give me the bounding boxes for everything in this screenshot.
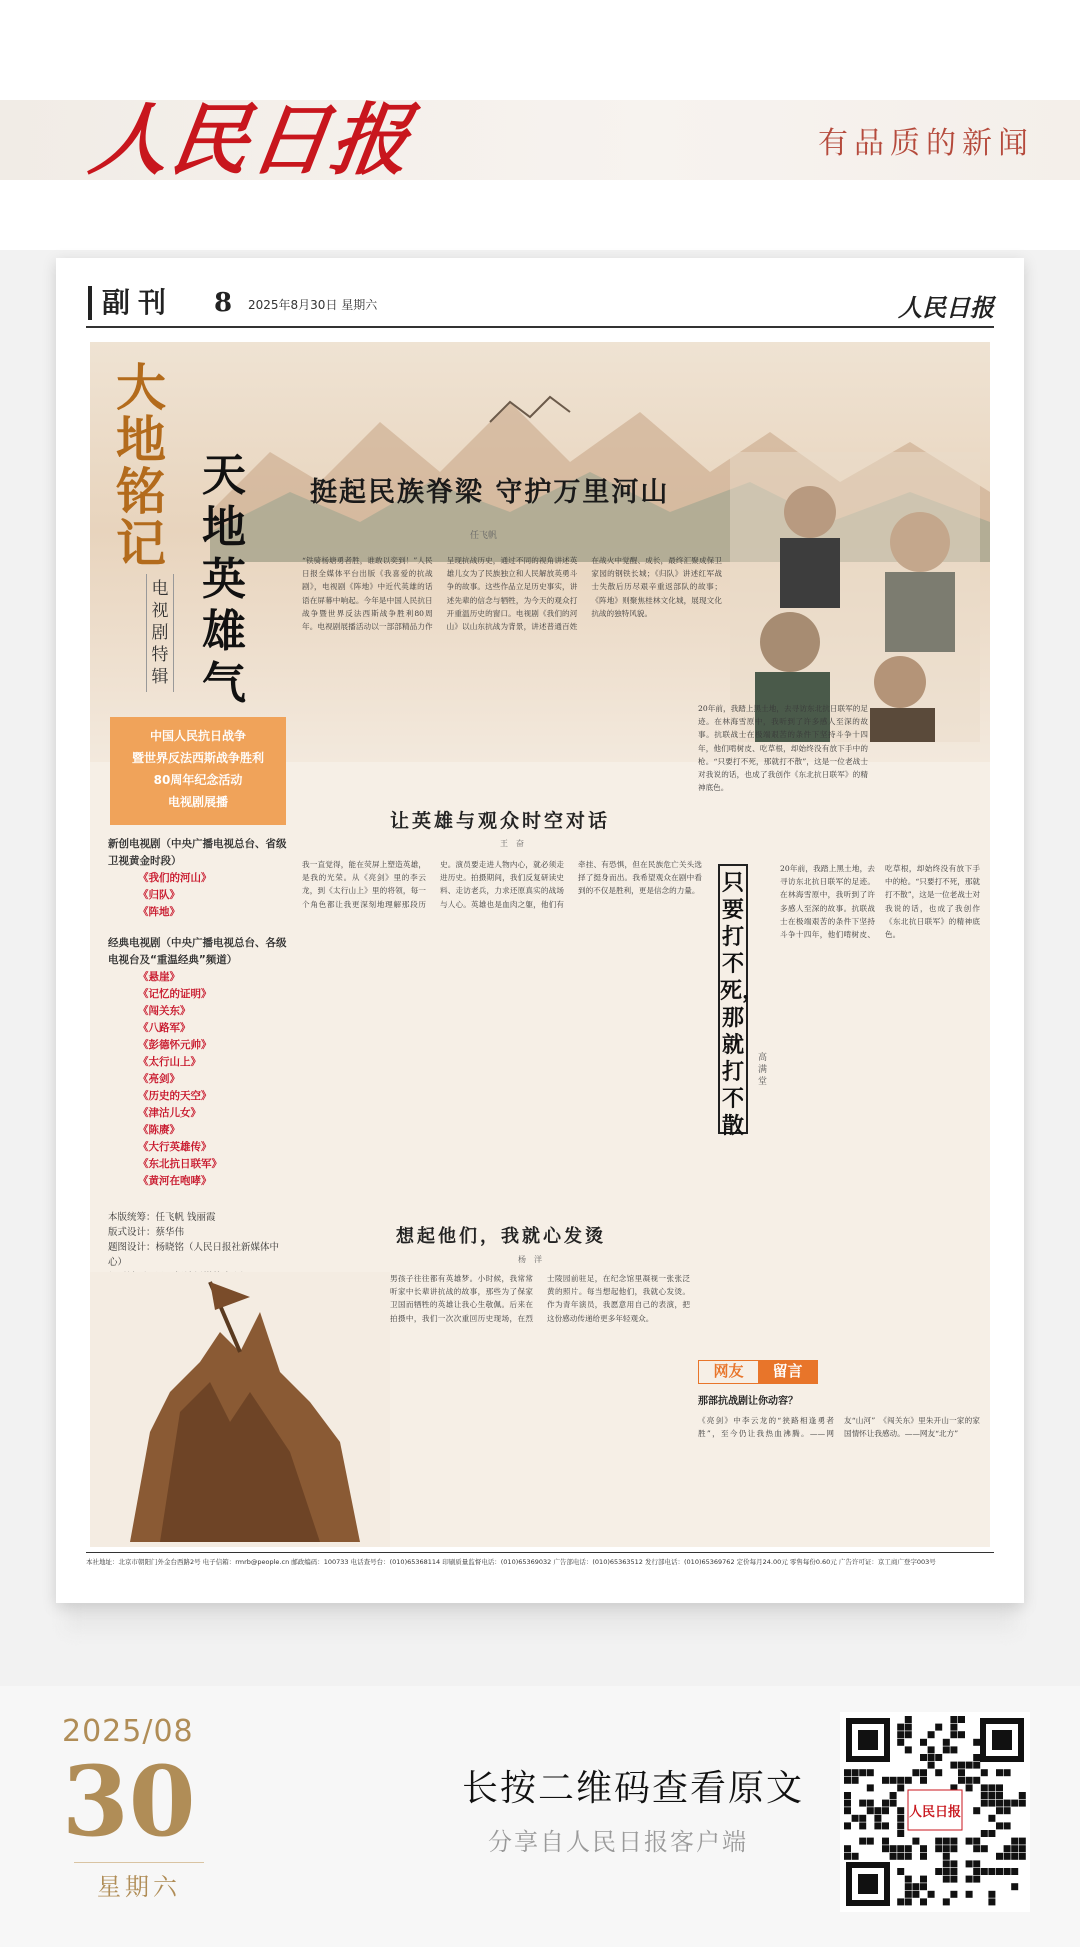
qr-module <box>950 1716 957 1723</box>
qr-module <box>844 1777 851 1784</box>
drama-item: 《津沽儿女》 <box>138 1107 201 1119</box>
qr-module <box>935 1769 942 1776</box>
qr-module <box>897 1777 904 1784</box>
qr-module <box>844 1792 851 1799</box>
qr-module <box>943 1838 950 1845</box>
qr-module <box>996 1853 1003 1860</box>
activity-banner <box>110 717 286 825</box>
qr-module <box>905 1777 912 1784</box>
qr-module <box>920 1754 927 1761</box>
qr-module <box>905 1876 912 1883</box>
drama-item: 《历史的天空》 <box>138 1090 212 1102</box>
qr-module <box>920 1883 927 1890</box>
qr-module <box>928 1731 935 1738</box>
brand-logo: 人民日报 <box>84 95 418 186</box>
qr-module <box>1019 1845 1026 1852</box>
qr-module <box>897 1830 904 1837</box>
qr-module <box>1019 1792 1026 1799</box>
qr-module <box>928 1891 935 1898</box>
qr-module <box>912 1883 919 1890</box>
qr-module <box>905 1724 912 1731</box>
feature-title: 天地英雄气 <box>202 450 246 709</box>
qr-module <box>950 1746 957 1753</box>
qr-module <box>981 1830 988 1837</box>
qr-module <box>867 1784 874 1791</box>
qr-module <box>1004 1853 1011 1860</box>
qr-module <box>996 1822 1003 1829</box>
qr-module <box>852 1769 859 1776</box>
qr-module <box>950 1845 957 1852</box>
qr-module <box>844 1853 851 1860</box>
qr-module <box>950 1731 957 1738</box>
drama-item: 《闯关东》 <box>138 1005 191 1017</box>
activity-line: 80周年纪念活动 <box>153 773 243 787</box>
qr-module <box>981 1800 988 1807</box>
qr-module <box>1011 1868 1018 1875</box>
qr-module <box>966 1777 973 1784</box>
qr-module <box>981 1784 988 1791</box>
qr-module <box>867 1807 874 1814</box>
qr-module <box>1011 1853 1018 1860</box>
qr-module <box>950 1860 957 1867</box>
qr-module <box>890 1845 897 1852</box>
qr-module <box>882 1807 889 1814</box>
qr-module <box>958 1716 965 1723</box>
netizen-comments: 《亮剑》中李云龙的“狭路相逢勇者胜”，至今仍让我热血沸腾。——网友“山河” 《闯关东》里朱开山一家的家国情怀让我感动。——网友“北方” <box>698 1416 980 1439</box>
qr-module <box>897 1898 904 1905</box>
date-year-month: 2025/08 <box>62 1714 194 1749</box>
qr-module <box>966 1891 973 1898</box>
drama-group-title: 新创电视剧（中央广播电视总台、省级卫视黄金时段） <box>108 838 287 867</box>
qr-module <box>988 1891 995 1898</box>
qr-module <box>905 1891 912 1898</box>
qr-module <box>844 1800 851 1807</box>
qr-module <box>988 1868 995 1875</box>
qr-module <box>905 1716 912 1723</box>
date-weekday: 星期六 <box>74 1862 204 1902</box>
qr-module <box>966 1838 973 1845</box>
qr-module <box>935 1838 942 1845</box>
qr-module <box>973 1860 980 1867</box>
qr-module <box>920 1876 927 1883</box>
qr-module <box>897 1724 904 1731</box>
drama-item: 《我们的河山》 <box>138 872 212 884</box>
activity-line: 电视剧展播 <box>167 795 228 809</box>
netizen-comments-label <box>698 1360 818 1384</box>
qr-module <box>966 1860 973 1867</box>
article-2-body: 我一直觉得，能在荧屏上塑造英雄，是我的光荣。从《亮剑》里的李云龙，到《太行山上》里的将领，每一个角色都让我更深刻地理解那段历史。演员要走进人物内心，就必须走进历史。拍摄期间，我们反复研读史料、走访老兵，力求还原真实的战场与人心。英雄也是血肉之躯，他们有牵挂、有恐惧，但在民族危亡关头选择了挺身而出。我希望观众在剧中看到的不仅是胜利，更是信念的力量。 <box>302 860 702 909</box>
qr-module <box>973 1838 980 1845</box>
qr-module <box>897 1845 904 1852</box>
qr-module <box>973 1868 980 1875</box>
qr-module <box>943 1853 950 1860</box>
drama-item: 《大行英雄传》 <box>138 1141 212 1153</box>
qr-module <box>905 1746 912 1753</box>
qr-module <box>897 1739 904 1746</box>
drama-item: 《陈赓》 <box>138 1124 180 1136</box>
qr-module <box>844 1807 851 1814</box>
qr-module <box>897 1731 904 1738</box>
drama-item: 《黄河在咆哮》 <box>138 1175 212 1187</box>
qr-module <box>988 1800 995 1807</box>
qr-module <box>912 1891 919 1898</box>
qr-module <box>859 1815 866 1822</box>
qr-module <box>905 1898 912 1905</box>
drama-item: 《记忆的证明》 <box>138 988 212 1000</box>
qr-module <box>920 1769 927 1776</box>
qr-module <box>882 1822 889 1829</box>
qr-module <box>988 1830 995 1837</box>
qr-module <box>882 1777 889 1784</box>
qr-module <box>852 1815 859 1822</box>
article-2-title: 让英雄与观众时空对话 <box>390 810 611 832</box>
qr-module <box>935 1754 942 1761</box>
qr-module <box>882 1845 889 1852</box>
qr-module <box>973 1845 980 1852</box>
qr-module <box>935 1724 942 1731</box>
qr-module <box>943 1739 950 1746</box>
qr-module <box>981 1769 988 1776</box>
qr-module <box>943 1898 950 1905</box>
drama-item: 《亮剑》 <box>138 1073 180 1085</box>
credit-line: 本版统筹：任飞帆 钱丽霞 <box>108 1212 216 1223</box>
statue-image <box>90 1272 390 1547</box>
page-footer: 本社地址：北京市朝阳门外金台西路2号 电子信箱：rmrb@people.cn 邮政编码：100733 电话查号台：(010)65368114 印刷质量监督电话：(010)65369032 广告部电话：(010)65363512 发行部电话：(010)65369762 定价每月24.00元 零售每份0.60元 广告许可证：京工商广登字003号 <box>86 1552 994 1566</box>
qr-module <box>890 1792 897 1799</box>
qr-module <box>1004 1845 1011 1852</box>
article-4-title: 想起他们，我就心发烫 <box>396 1226 606 1247</box>
qr-module <box>966 1876 973 1883</box>
qr-module <box>882 1800 889 1807</box>
qr-module <box>897 1807 904 1814</box>
main-article-body: “铁骑杨塘勇者胜，谁敢以奕到！”人民日报全媒体平台出版《我喜爱的抗战剧》，电视剧《阵地》中近代英雄的话语在屏幕中响起。今年是中国人民抗日战争暨世界反法西斯战争胜利80周年。电视剧展播活动以一部部精品力作呈现抗战历史，通过不同的视角讲述英雄儿女为了民族独立和人民解放英勇斗争的故事。这些作品立足历史事实，讲述先辈的信念与牺牲，为今天的观众打开重温历史的窗口。电视剧《我们的河山》以山东抗战为背景，讲述普通百姓在战火中觉醒、成长，最终汇聚成保卫家园的钢铁长城；《归队》讲述红军战士失散后历尽艰辛重返部队的故事；《阵地》则聚焦桂林文化城，展现文化抗战的独特风貌。 <box>302 556 722 632</box>
share-source: 分享自人民日报客户端 <box>488 1828 748 1856</box>
article-4-body: 男孩子往往都有英雄梦。小时候，我常常听家中长辈讲抗战的故事，那些为了保家卫国而牺牲的英雄让我心生敬佩。后来在拍摄中，我们一次次重回历史现场，在烈士陵园前驻足，在纪念馆里凝视一张张泛黄的照片。每当想起他们，我就心发烫。作为青年演员，我愿意用自己的表演，把这份感动传递给更多年轻观众。 <box>390 1274 690 1323</box>
qr-module <box>905 1845 912 1852</box>
qr-module <box>943 1746 950 1753</box>
qr-module <box>928 1762 935 1769</box>
paper-shadow <box>66 1600 1016 1630</box>
qr-module <box>920 1853 927 1860</box>
qr-module <box>958 1769 965 1776</box>
qr-module <box>859 1822 866 1829</box>
drama-stills <box>730 452 980 742</box>
qr-module <box>890 1800 897 1807</box>
netizen-label-b: 留言 <box>758 1361 817 1383</box>
article-2-author: 王 奋 <box>500 839 524 848</box>
drama-item: 《东北抗日联军》 <box>138 1158 222 1170</box>
date-day: 30 <box>62 1745 196 1858</box>
newspaper-page[interactable] <box>56 258 1024 1603</box>
qr-module <box>988 1815 995 1822</box>
qr-module <box>1011 1883 1018 1890</box>
qr-module <box>897 1868 904 1875</box>
qr-module <box>1019 1853 1026 1860</box>
qr-module <box>882 1838 889 1845</box>
page-number: 8 <box>214 288 233 318</box>
qr-module <box>920 1739 927 1746</box>
qr-module <box>874 1807 881 1814</box>
drama-item: 《八路军》 <box>138 1022 191 1034</box>
qr-module <box>943 1868 950 1875</box>
qr-module <box>920 1777 927 1784</box>
drama-group-title: 经典电视剧（中央广播电视总台、各级电视台及“重温经典”频道） <box>108 937 287 966</box>
page-date: 2025年8月30日 星期六 <box>248 298 378 312</box>
side-article-body: 20年前，我踏上黑土地，去寻访东北抗日联军的足迹。在林海雪原中，我听到了许多感人至深的故事。抗联战士在极端艰苦的条件下坚持斗争十四年，他们啃树皮、吃草根，却始终没有放下手中的枪。“只要打不死，那就打不散”，这是一位老战士对我说的话，也成了我创作《东北抗日联军》的精神底色。 <box>698 704 868 793</box>
page-content <box>90 342 990 1547</box>
qr-module <box>890 1777 897 1784</box>
qr-module <box>950 1891 957 1898</box>
qr-module <box>996 1800 1003 1807</box>
qr-module <box>897 1822 904 1829</box>
qr-module <box>1004 1807 1011 1814</box>
credit-line: 版式设计：蔡华伟 <box>108 1227 185 1238</box>
qr-code[interactable] <box>840 1712 1030 1912</box>
article-4-author: 杨 洋 <box>518 1255 542 1264</box>
qr-module <box>958 1762 965 1769</box>
share-instruction: 长按二维码查看原文 <box>462 1768 805 1809</box>
qr-module <box>996 1769 1003 1776</box>
qr-module <box>905 1853 912 1860</box>
qr-module <box>981 1845 988 1852</box>
credit-line: 题图设计：杨晓铭（人民日报社新媒体中心） <box>108 1242 280 1268</box>
main-headline: 挺起民族脊梁 守护万里河山 <box>310 477 670 508</box>
qr-module <box>1011 1800 1018 1807</box>
qr-module <box>1004 1800 1011 1807</box>
drama-item: 《彭德怀元帅》 <box>138 1039 212 1051</box>
drama-list <box>108 836 288 1190</box>
qr-module <box>928 1754 935 1761</box>
qr-module <box>996 1784 1003 1791</box>
qr-module <box>1019 1800 1026 1807</box>
qr-module <box>996 1807 1003 1814</box>
qr-module <box>981 1792 988 1799</box>
qr-module <box>1011 1838 1018 1845</box>
qr-module <box>897 1853 904 1860</box>
qr-module <box>1004 1868 1011 1875</box>
qr-module <box>874 1822 881 1829</box>
qr-module <box>874 1815 881 1822</box>
qr-module <box>973 1762 980 1769</box>
brand-slogan: 有品质的新闻 <box>818 126 1034 161</box>
qr-module <box>897 1784 904 1791</box>
drama-item: 《悬崖》 <box>138 971 180 983</box>
qr-module <box>988 1784 995 1791</box>
qr-module <box>935 1845 942 1852</box>
top-band <box>0 0 1080 250</box>
page-masthead <box>86 286 994 328</box>
netizen-question: 那部抗战剧让你动容？ <box>698 1396 798 1407</box>
qr-module <box>943 1876 950 1883</box>
qr-module <box>973 1777 980 1784</box>
qr-module <box>950 1876 957 1883</box>
qr-module <box>996 1792 1003 1799</box>
article-3-body: 20年前，我踏上黑土地，去寻访东北抗日联军的足迹。在林海雪原中，我听到了许多感人至深的故事。抗联战士在极端艰苦的条件下坚持斗争十四年，他们啃树皮、吃草根，却始终没有放下手中的枪。“只要打不死，那就打不散”，这是一位老战士对我说的话，也成了我创作《东北抗日联军》的精神底色。 <box>780 864 980 940</box>
qr-module <box>859 1800 866 1807</box>
qr-module <box>973 1739 980 1746</box>
article-3-author: 高满堂 <box>758 1053 768 1087</box>
activity-line: 中国人民抗日战争 <box>149 729 246 743</box>
qr-module <box>1004 1822 1011 1829</box>
qr-module <box>1019 1838 1026 1845</box>
qr-module <box>1004 1769 1011 1776</box>
drama-item: 《归队》 <box>138 889 180 901</box>
qr-module <box>852 1777 859 1784</box>
qr-module <box>867 1769 874 1776</box>
qr-module <box>973 1876 980 1883</box>
series-subtitle: 电视剧特辑 <box>146 574 174 692</box>
qr-module <box>920 1845 927 1852</box>
qr-module <box>950 1762 957 1769</box>
qr-module <box>905 1883 912 1890</box>
qr-module <box>950 1724 957 1731</box>
qr-module <box>897 1815 904 1822</box>
qr-module <box>973 1754 980 1761</box>
qr-module <box>966 1762 973 1769</box>
qr-module <box>966 1784 973 1791</box>
activity-line: 暨世界反法西斯战争胜利 <box>131 751 264 765</box>
qr-module <box>943 1845 950 1852</box>
qr-module <box>867 1838 874 1845</box>
qr-module <box>935 1868 942 1875</box>
qr-module <box>981 1868 988 1875</box>
drama-item: 《太行山上》 <box>138 1056 201 1068</box>
qr-module <box>950 1868 957 1875</box>
qr-module <box>958 1731 965 1738</box>
qr-module <box>928 1746 935 1753</box>
qr-module <box>950 1838 957 1845</box>
qr-module <box>859 1769 866 1776</box>
page-name: 副刊 <box>88 286 174 320</box>
qr-module <box>844 1769 851 1776</box>
qr-module <box>912 1769 919 1776</box>
qr-module <box>859 1838 866 1845</box>
qr-module <box>852 1853 859 1860</box>
qr-module <box>988 1792 995 1799</box>
qr-module <box>1011 1845 1018 1852</box>
main-author: 任飞帆 <box>470 531 498 541</box>
qr-module <box>890 1853 897 1860</box>
netizen-label-a: 网友 <box>713 1362 744 1380</box>
qr-module <box>943 1860 950 1867</box>
qr-module <box>844 1822 851 1829</box>
qr-module <box>905 1731 912 1738</box>
share-bar <box>0 1686 1080 1947</box>
qr-module <box>973 1807 980 1814</box>
masthead-logo: 人民日报 <box>898 293 994 322</box>
qr-module <box>988 1898 995 1905</box>
qr-module <box>958 1777 965 1784</box>
qr-center-logo: 人民日报 <box>908 1805 962 1820</box>
qr-module <box>996 1868 1003 1875</box>
qr-module <box>844 1845 851 1852</box>
article-3-title: 只要打不死，那就打不散 <box>718 864 748 1134</box>
drama-item: 《阵地》 <box>138 906 180 918</box>
series-title: 大地铭记 <box>116 358 166 573</box>
qr-module <box>867 1800 874 1807</box>
qr-module <box>920 1898 927 1905</box>
qr-module <box>912 1838 919 1845</box>
